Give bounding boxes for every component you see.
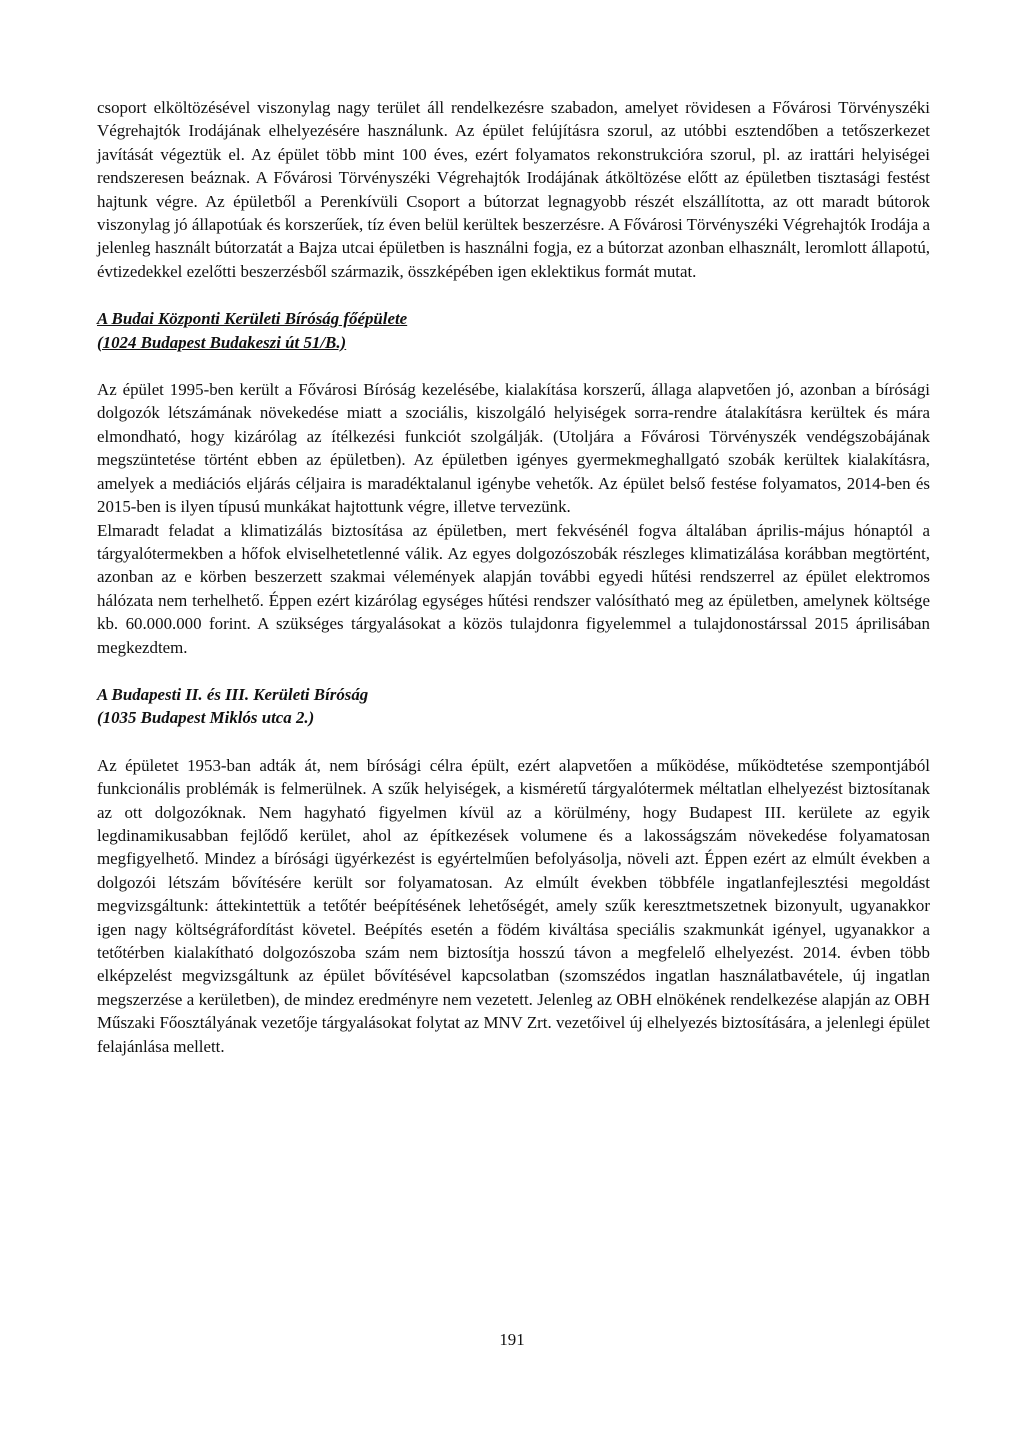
spacer (97, 659, 930, 683)
budapesti-paragraph: Az épületet 1953-ban adták át, nem bírósági célra épült, ezért alapvetően a működése, működtetése szempontjából funkcionális problémák is felmerülnek. A szűk helyiségek, a kisméretű tárgyalótermek méltatlan elhelyezést biztosítanak az ott dolgozóknak. Nem hagyható figyelmen kívül az a körülmény, hogy Budapest III. kerülete az egyik legdinamikusabban fejlődő kerület, ahol az építkezések volumene és a lakosságszám növekedése folyamatosan megfigyelhető. Mindez a bírósági ügyérkezést is egyértelműen befolyásolja, növeli azt. Éppen ezért az elmúlt években a dolgozói létszám bővítésére került sor folyamatosan. Az elmúlt években többféle ingatlanfejlesztési megoldást megvizsgáltunk: áttekintettük a tetőtér beépítésének lehetőségét, amely szűk keresztmetszetnek bizonyult, ugyanakkor igen nagy költségráfordítást követel. Beépítés esetén a födém kiváltása speciális szakmunkát igényel, ugyanakkor a tetőtérben kialakítható dolgozószoba szám nem biztosítja hosszú távon a megfelelő elhelyezést. 2014. évben több elképzelést megvizsgáltunk az épület bővítésével kapcsolatban (szomszédos ingatlan használatbavétele, új ingatlan megszerzése a kerületben), de mindez eredményre nem vezetett. Jelenleg az OBH elnökének rendelkezése alapján az OBH Műszaki Főosztályának vezetője tárgyalásokat folytat az MNV Zrt. vezetőivel új elhelyezés biztosítására, a jelenlegi épület felajánlása mellett. (97, 755, 930, 1056)
spacer (97, 354, 930, 378)
budapesti-heading-address: (1035 Budapest Miklós utca 2.) (97, 708, 315, 728)
page-number: 191 (499, 1330, 525, 1349)
budai-heading-title: A Budai Központi Kerületi Bíróság főépülete (97, 309, 408, 329)
document-page (97, 96, 930, 1058)
budai-section (97, 307, 930, 659)
budapesti-section (97, 683, 930, 1058)
budai-paragraph-2: Elmaradt feladat a klimatizálás biztosítása az épületben, mert fekvésénél fogva általában április-május hónaptól a tárgyalótermekben a hőfok elviselhetetlenné válik. Az egyes dolgozószobák részleges klimatizálása korábban megtörtént, azonban az e körben beszerzett szakmai vélemények alapján további egyedi hűtési rendszerrel az épület elektromos hálózata nem terhelhető. Éppen ezért kizárólag egységes hűtési rendszer valósítható meg az épületben, amelynek költsége kb. 60.000.000 forint. A szükséges tárgyalásokat a közös tulajdonra figyelemmel a tulajdonostárssal 2015 áprilisában megkezdtem. (97, 520, 930, 657)
budapesti-heading-title: A Budapesti II. és III. Kerületi Bíróság (97, 684, 369, 704)
budai-paragraph-1: Az épület 1995-ben került a Fővárosi Bíróság kezelésébe, kialakítása korszerű, állaga alapvetően jó, azonban a bírósági dolgozók létszámának növekedése miatt a szociális, kiszolgáló helyiségek sorra-rendre átalakításra kerültek és mára elmondható, hogy kizárólag az ítélkezési funkciót szolgálják. (Utoljára a Fővárosi Törvényszék vendégszobájának megszüntetése történt ebben az épületben). Az épületben igényes gyermekmeghallgató szobák kerültek kialakításra, amelyek a mediációs eljárás céljaira is maradéktalanul igénybe vehetők. Az épület belső festése folyamatos, 2014-ben és 2015-ben is ilyen típusú munkákat hajtottunk végre, illetve tervezünk. (97, 380, 930, 517)
spacer (97, 283, 930, 307)
budai-heading-address: (1024 Budapest Budakeszi út 51/B.) (97, 332, 347, 352)
intro-paragraph: csoport elköltözésével viszonylag nagy terület áll rendelkezésre szabadon, amelyet rövidesen a Fővárosi Törvényszéki Végrehajtók Irodájának elhelyezésére használunk. Az épület felújításra szorul, az utóbbi esztendőben a tetőszerkezet javítását végeztük el. Az épület több mint 100 éves, ezért folyamatos rekonstrukcióra szorul, pl. az irattári helyiségei rendszeresen beáznak. A Fővárosi Törvényszéki Végrehajtók Irodájának átköltözése előtt az épületben tisztasági festést hajtunk végre. Az épületből a Perenkívüli Csoport a bútorzat legnagyobb részét elszállította, az ott maradt bútorok viszonylag jó állapotúak és korszerűek, tíz éven belül kerültek beszerzésre. A Fővárosi Törvényszéki Végrehajtók Irodája a jelenleg használt bútorzatát a Bajza utcai épületben is használni fogja, ez a bútorzat azonban elhasznált, leromlott állapotú, évtizedekkel ezelőtti beszerzésből származik, összképében igen eklektikus formát mutat. (97, 98, 930, 281)
spacer (97, 730, 930, 754)
